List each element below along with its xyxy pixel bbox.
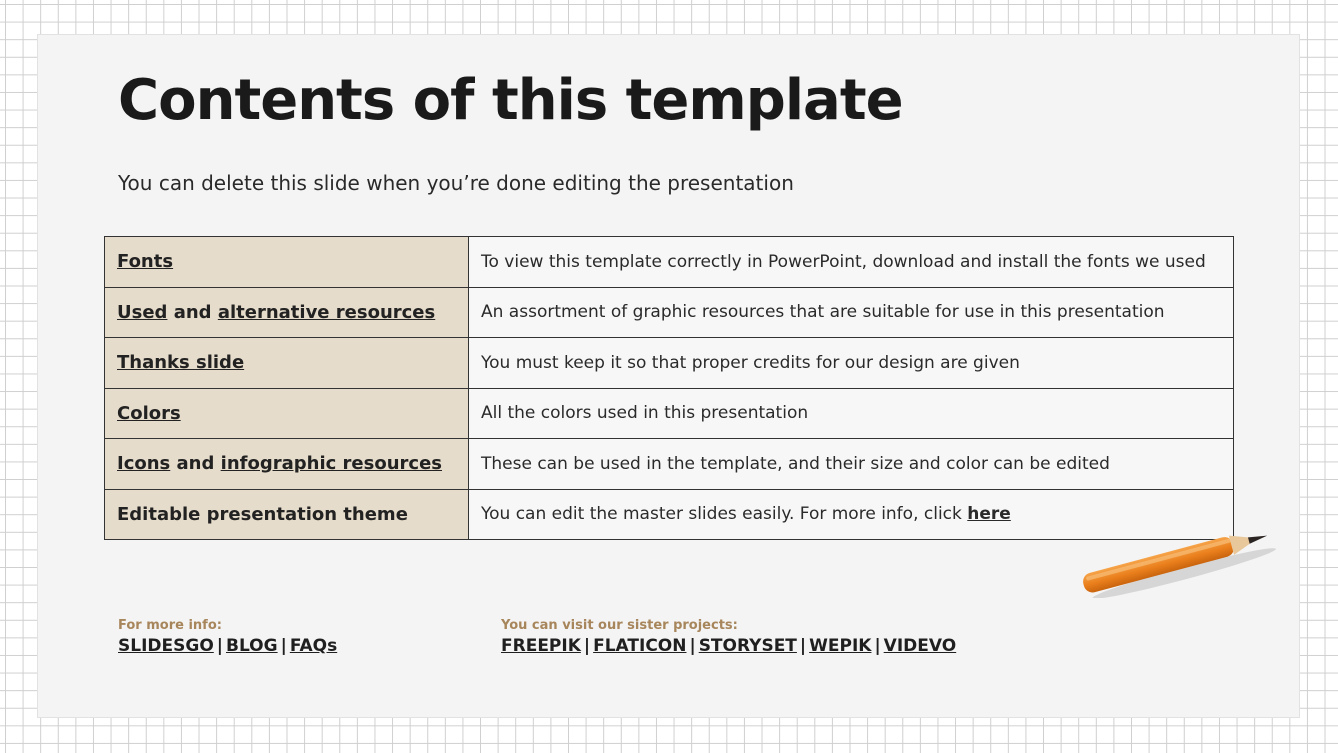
here-link[interactable]: here [967, 504, 1011, 525]
row-label-connector: and [170, 453, 221, 475]
pencil-icon [1070, 518, 1290, 598]
link-separator: | [799, 636, 807, 656]
thanks-slide-link[interactable]: Thanks slide [117, 352, 245, 374]
flaticon-link[interactable]: FLATICON [593, 636, 687, 656]
row-desc-cell: You must keep it so that proper credits for our design are given [469, 338, 1234, 389]
fonts-link[interactable]: Fonts [117, 251, 174, 273]
sister-projects-label: You can visit our sister projects: [501, 618, 738, 633]
table-row [105, 287, 1234, 338]
row-label-cell [105, 439, 469, 490]
blog-link[interactable]: BLOG [226, 636, 278, 656]
more-info-label: For more info: [118, 618, 222, 633]
icons-link[interactable]: Icons [117, 453, 171, 475]
wepik-link[interactable]: WEPIK [809, 636, 872, 656]
row-desc-cell: All the colors used in this presentation [469, 388, 1234, 439]
row-desc-cell: An assortment of graphic resources that are suitable for use in this presentation [469, 287, 1234, 338]
colors-link[interactable]: Colors [117, 402, 181, 424]
alternative-resources-link[interactable]: alternative resources [217, 301, 436, 323]
link-separator: | [583, 636, 591, 656]
contents-table [104, 236, 1234, 540]
link-separator: | [689, 636, 696, 656]
row-desc-text: You can edit the master slides easily. For more info, click [481, 504, 968, 525]
row-label-cell [105, 287, 469, 338]
table-row [105, 439, 1234, 490]
link-separator: | [874, 636, 881, 656]
infographic-resources-link[interactable]: infographic resources [220, 453, 442, 475]
row-label-cell [105, 237, 469, 288]
used-resources-link[interactable]: Used [117, 301, 168, 323]
row-label-connector: and [167, 301, 218, 323]
freepik-link[interactable]: FREEPIK [501, 636, 581, 656]
row-desc-cell: To view this template correctly in PowerPoint, download and install the fonts we used [469, 237, 1234, 288]
videvo-link[interactable]: VIDEVO [883, 636, 957, 656]
row-desc-cell: These can be used in the template, and their size and color can be edited [469, 439, 1234, 490]
page-subtitle: You can delete this slide when you’re done editing the presentation [118, 171, 794, 195]
more-info-block [118, 618, 337, 656]
table-row [105, 489, 1234, 540]
row-label-cell: Editable presentation theme [105, 489, 469, 540]
sister-projects-block [501, 618, 956, 656]
table-row [105, 338, 1234, 389]
page-title: Contents of this template [118, 68, 903, 133]
row-label-cell [105, 338, 469, 389]
more-info-links [118, 636, 337, 656]
table-row [105, 237, 1234, 288]
link-separator: | [280, 636, 287, 656]
row-label-cell [105, 388, 469, 439]
storyset-link[interactable]: STORYSET [698, 636, 797, 656]
slidesgo-link[interactable]: SLIDESGO [118, 636, 214, 656]
faqs-link[interactable]: FAQs [289, 636, 338, 656]
table-row [105, 388, 1234, 439]
sister-projects-links [501, 636, 956, 656]
link-separator: | [216, 636, 223, 656]
